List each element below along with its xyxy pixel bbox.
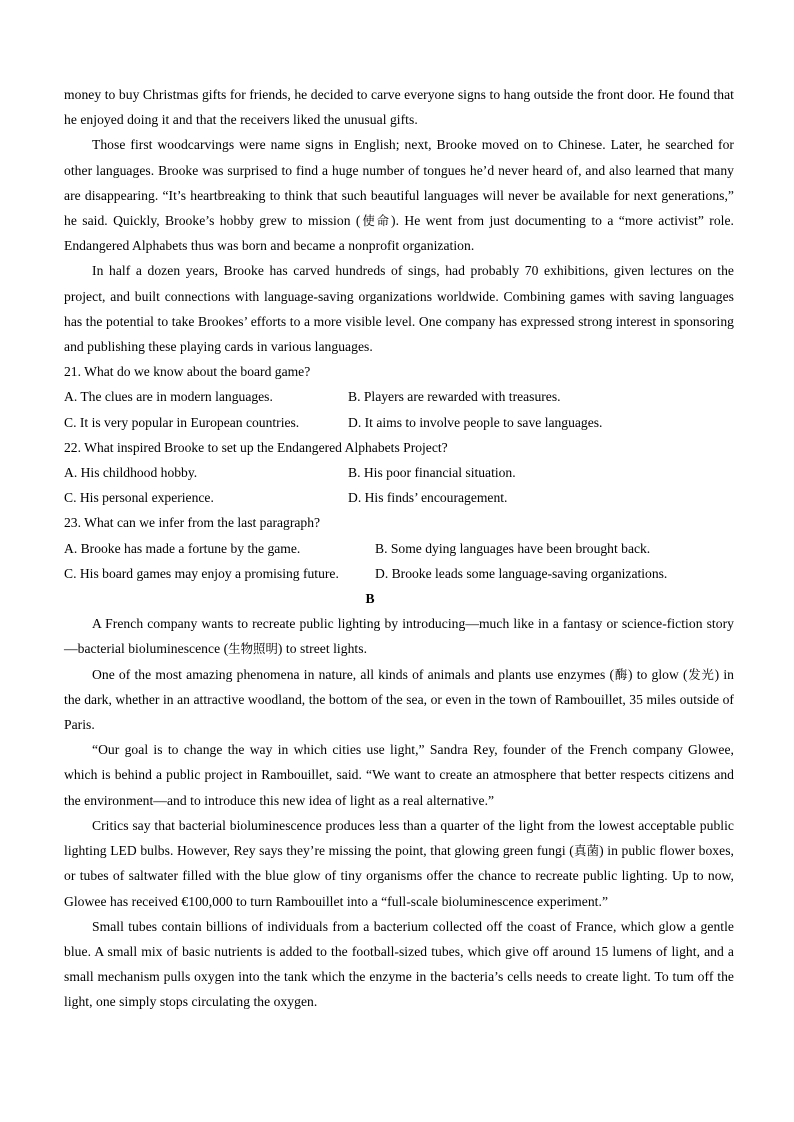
question-options-23-row1 [64,536,734,561]
passage-paragraph: Those first woodcarvings were name signs in English; next, Brooke moved on to Chinese. Later, he searched for other languages. Brooke was surprised to find a huge number of tongues he’d never heard of, and also learned that many are disappearing. “It’s heartbreaking to think that such beautiful languages will never be available for next generations,” he said. Quickly, Brooke’s hobby grew to mission (使命). He went from just documenting to a “more activist” role. Endangered Alphabets thus was born and became a nonprofit organization. [64,137,734,254]
option-22-a[interactable]: A. His childhood hobby. [64,465,198,481]
option-22-b[interactable]: B. His poor financial situation. [348,465,516,481]
question-options-21-row1 [64,384,734,409]
option-23-c[interactable]: C. His board games may enjoy a promising future. [64,565,339,581]
section-b-paragraph: One of the most amazing phenomena in nature, all kinds of animals and plants use enzymes (酶) to glow (发光) in the dark, whether in an attractive woodland, the bottom of the sea, or even in the town of Rambouillet, 35 miles outside of Paris. [64,666,734,733]
question-stem-22: 22. What inspired Brooke to set up the Endangered Alphabets Project? [64,439,448,455]
section-b-paragraph: A French company wants to recreate public lighting by introducing—much like in a fantasy or science-fiction story—bacterial bioluminescence (生物照明) to street lights. [64,616,734,657]
question-stem-21: 21. What do we know about the board game? [64,364,311,380]
option-21-d[interactable]: D. It aims to involve people to save languages. [348,414,603,430]
option-22-c[interactable]: C. His personal experience. [64,490,214,506]
question-options-23-row2 [64,561,734,586]
question-options-22-row2 [64,485,734,510]
section-b-paragraph: “Our goal is to change the way in which cities use light,” Sandra Rey, founder of the French company Glowee, which is behind a public project in Rambouillet, said. “We want to create an atmosphere that better respects citizens and the environment—and to introduce this new idea of light as a real alternative.” [64,742,734,808]
option-22-d[interactable]: D. His finds’ encouragement. [348,490,508,506]
page-content [64,82,734,1015]
option-23-b[interactable]: B. Some dying languages have been brought back. [375,540,651,556]
option-23-d[interactable]: D. Brooke leads some language-saving organizations. [375,565,668,581]
section-b-paragraph: Critics say that bacterial bioluminescence produces less than a quarter of the light from the lowest acceptable public lighting LED bulbs. However, Rey says they’re missing the point, that glowing green fungi (真菌) in public flower boxes, or tubes of saltwater filled with the blue glow of tiny organisms offer the chance to recreate public lighting. Up to now, Glowee has received €100,000 to turn Rambouillet into a “full-scale bioluminescence experiment.” [64,817,734,909]
question-stem-23: 23. What can we infer from the last paragraph? [64,515,321,531]
option-21-c[interactable]: C. It is very popular in European countries. [64,414,300,430]
question-options-22-row1 [64,460,734,485]
option-23-a[interactable]: A. Brooke has made a fortune by the game. [64,540,301,556]
passage-paragraph: In half a dozen years, Brooke has carved hundreds of sings, had probably 70 exhibitions, given lectures on the project, and built connections with language-saving organizations worldwide. Combining games with saving languages has the potential to take Brookes’ efforts to a more visible level. One company has expressed strong interest in sponsoring and publishing these playing cards in various languages. [64,263,734,355]
option-21-b[interactable]: B. Players are rewarded with treasures. [348,389,561,405]
question-options-21-row2 [64,410,734,435]
passage-paragraph-continuation: money to buy Christmas gifts for friends, he decided to carve everyone signs to hang outside the front door. He found that he enjoyed doing it and that the receivers liked the unusual gifts. [64,87,734,128]
section-header-b: B [365,591,375,607]
section-b-paragraph: Small tubes contain billions of individuals from a bacterium collected off the coast of France, which glow a gentle blue. A small mix of basic nutrients is added to the football-sized tubes, which give off around 15 lumens of light, and a small mechanism pulls oxygen into the tank which the enzyme in the bacteria’s cells needs to create light. To tum off the light, one simply stops circulating the oxygen. [64,918,734,1010]
option-21-a[interactable]: A. The clues are in modern languages. [64,389,273,405]
